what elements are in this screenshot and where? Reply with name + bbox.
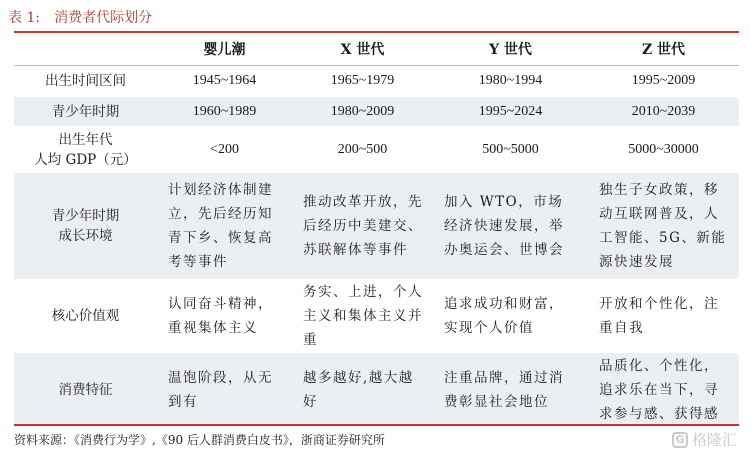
table-number: 表 1: — [8, 10, 41, 26]
table-cell: 温饱阶段，从无到有 — [157, 353, 292, 427]
column-header: Y 世代 — [433, 33, 588, 66]
bottom-rule — [14, 424, 739, 426]
row-header: 出生时间区间 — [45, 73, 126, 89]
row-header: 青少年时期 — [14, 97, 157, 127]
row-header: 核心价值观 — [14, 280, 157, 353]
table-cell: 独生子女政策，移动互联网普及，人工智能、5G、新能源快速发展 — [588, 173, 739, 280]
table-cell: 开放和个性化，注重自我 — [588, 280, 739, 353]
table-caption: 消费者代际划分 — [54, 10, 153, 26]
watermark — [672, 429, 737, 450]
table-row — [14, 127, 739, 173]
table-cell: 务实、上进，个人主义和集体主义并重 — [292, 280, 433, 353]
table-cell: 1945~1964 — [192, 73, 257, 88]
table-cell: 1995~2009 — [631, 73, 696, 88]
table-cell: 5000~30000 — [588, 127, 739, 173]
table-row — [14, 97, 739, 127]
table-cell: 品质化、个性化，追求乐在当下，寻求参与感、获得感 — [588, 353, 739, 427]
table-cell: 越多越好,越大越好 — [292, 353, 433, 427]
table-cell: 注重品牌，通过消费彰显社会地位 — [433, 353, 588, 427]
column-header — [14, 33, 157, 66]
row-header: 出生年代 人均 GDP（元） — [14, 127, 157, 173]
column-header: Z 世代 — [588, 33, 739, 66]
column-header: 婴儿潮 — [157, 33, 292, 66]
table-row — [14, 66, 739, 97]
generation-table — [14, 33, 739, 427]
table-row — [14, 353, 739, 427]
table-cell: 认同奋斗精神，重视集体主义 — [157, 280, 292, 353]
table-cell: 推动改革开放，先后经历中美建交、苏联解体等事件 — [292, 173, 433, 280]
row-header: 消费特征 — [14, 353, 157, 427]
row-header: 青少年时期 成长环境 — [14, 173, 157, 280]
table-cell: 追求成功和财富，实现个人价值 — [433, 280, 588, 353]
table-cell: 1980~1994 — [478, 73, 543, 88]
table-cell: 计划经济体制建立，先后经历知青下乡、恢复高考等事件 — [157, 173, 292, 280]
table-cell: 1995~2024 — [433, 97, 588, 127]
table-cell: <200 — [157, 127, 292, 173]
table-cell: 1965~1979 — [330, 73, 395, 88]
source-note: 资料来源：《消费行为学》,《90 后人群消费白皮书》，浙商证券研究所 — [14, 433, 385, 447]
table-row — [14, 173, 739, 280]
watermark-logo-icon: G — [672, 432, 688, 448]
table-row — [14, 280, 739, 353]
table-cell: 200~500 — [292, 127, 433, 173]
column-header: X 世代 — [292, 33, 433, 66]
table-cell: 500~5000 — [433, 127, 588, 173]
header-row — [14, 33, 739, 66]
table-cell: 1980~2009 — [292, 97, 433, 127]
table-title — [8, 7, 152, 27]
table-cell: 1960~1989 — [157, 97, 292, 127]
watermark-text: 格隆汇 — [691, 431, 737, 449]
table-cell: 加入 WTO，市场经济快速发展，举办奥运会、世博会 — [433, 173, 588, 280]
table-cell: 2010~2039 — [588, 97, 739, 127]
